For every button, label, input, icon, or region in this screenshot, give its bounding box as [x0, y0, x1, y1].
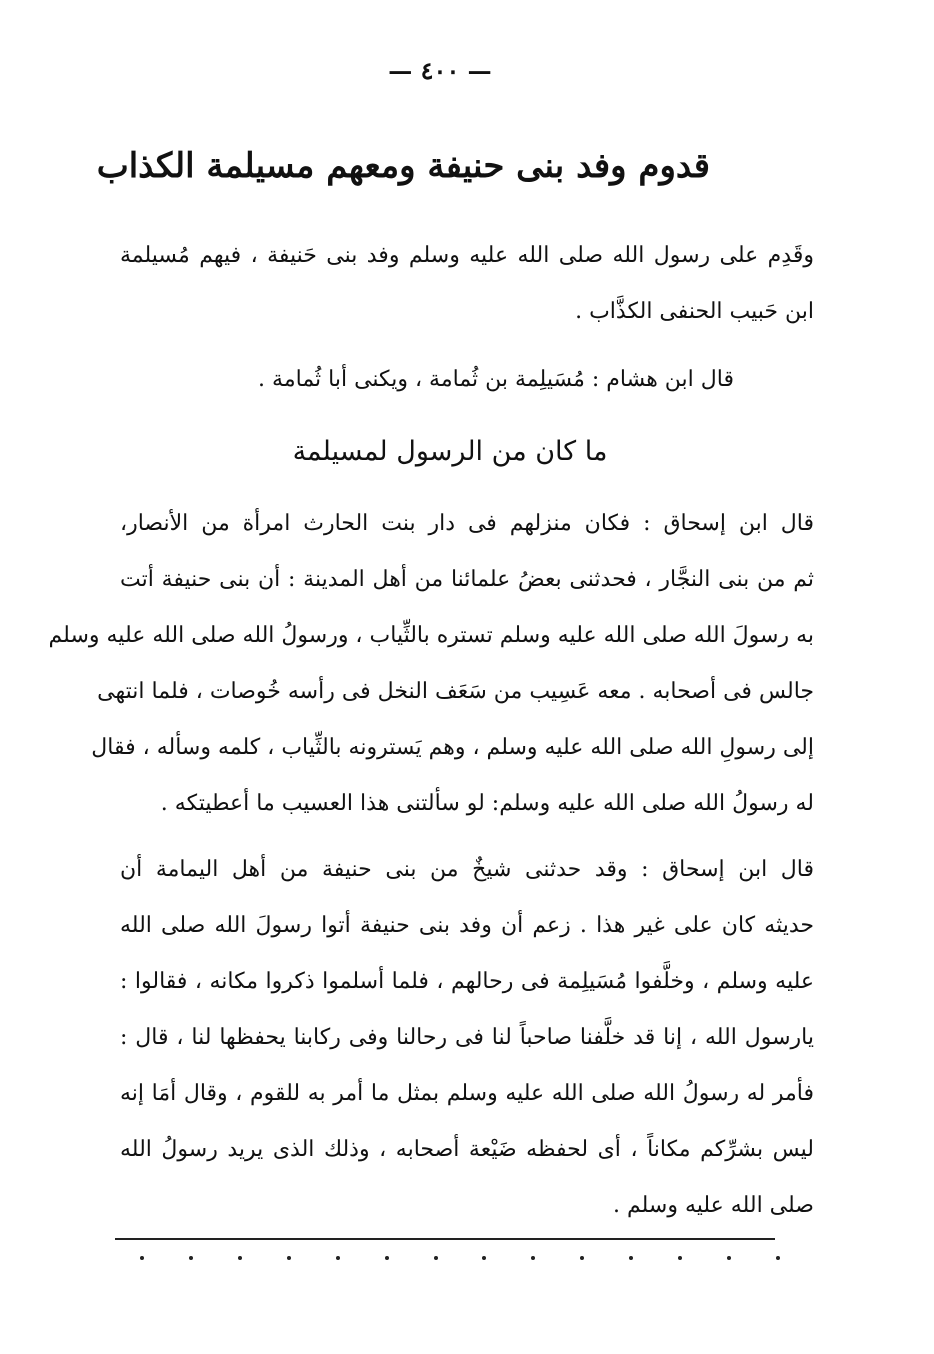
dot-decoration	[189, 1256, 193, 1260]
paragraph2-line-1: قال ابن إسحاق : وقد حدثنى شيخٌ من بنى حنيفة من أهل اليمامة أن	[120, 857, 814, 882]
footnote-rule	[115, 1238, 775, 1240]
paragraph2-line-6: ليس بشرِّكم مكاناً ، أى لحفظه ضَيْعة أصحابه ، وذلك الذى يريد رسولُ الله	[120, 1137, 814, 1162]
dot-decoration	[482, 1256, 486, 1260]
dot-decoration	[140, 1256, 144, 1260]
dot-decoration	[434, 1256, 438, 1260]
paragraph1-line-6: له رسولُ الله صلى الله عليه وسلم: لو سألتنى هذا العسيب ما أعطيتكه .	[160, 791, 814, 816]
paragraph2-line-2: حديثه كان على غير هذا . زعم أن وفد بنى حنيفة أتوا رسولَ الله صلى الله	[120, 913, 814, 938]
dot-decoration	[727, 1256, 731, 1260]
dot-decoration	[531, 1256, 535, 1260]
dot-decoration	[776, 1256, 780, 1260]
dot-decoration	[629, 1256, 633, 1260]
paragraph2-line-4: يارسول الله ، إنا قد خلَّفنا صاحباً لنا فى رحالنا وفى ركابنا يحفظها لنا ، قال :	[120, 1025, 814, 1050]
dot-decoration	[336, 1256, 340, 1260]
paragraph1-line-1: قال ابن إسحاق : فكان منزلهم فى دار بنت الحارث امرأة من الأنصار،	[120, 511, 814, 536]
paragraph2-line-7: صلى الله عليه وسلم .	[613, 1193, 814, 1218]
dot-decoration	[287, 1256, 291, 1260]
footnote-dots	[140, 1256, 780, 1260]
chapter-title: قدوم وفد بنى حنيفة ومعهم مسيلمة الكذاب	[96, 146, 710, 186]
section-subtitle: ما كان من الرسول لمسيلمة	[292, 436, 608, 467]
dot-decoration	[385, 1256, 389, 1260]
paragraph1-line-2: ثم من بنى النجَّار ، فحدثنى بعضُ علمائنا من أهل المدينة : أن بنى حنيفة أتت	[120, 567, 814, 592]
paragraph1-line-5: إلى رسولِ الله صلى الله عليه وسلم ، وهم يَسترونه بالثِّياب ، كلمه وسأله ، فقال	[91, 735, 814, 760]
intro-line-2: ابن حَبيب الحنفى الكذَّاب .	[575, 299, 814, 324]
intro-line-1: وقَدِم على رسول الله صلى الله عليه وسلم وفد بنى حَنيفة ، فيهم مُسيلمة	[120, 243, 814, 268]
dot-decoration	[580, 1256, 584, 1260]
paragraph2-line-5: فأمر له رسولُ الله صلى الله عليه وسلم بمثل ما أمر به للقوم ، وقال أمَا إنه	[120, 1081, 814, 1106]
dot-decoration	[678, 1256, 682, 1260]
dot-decoration	[238, 1256, 242, 1260]
ibn-hisham-note: قال ابن هشام : مُسَيلِمة بن ثُمامة ، ويكنى أبا ثُمامة .	[258, 367, 734, 392]
paragraph2-line-3: عليه وسلم ، وخلَّفوا مُسَيلِمة فى رحالهم ، فلما أسلموا ذكروا مكانه ، فقالوا :	[120, 969, 814, 994]
page-number: — ٤٠٠ —	[388, 56, 492, 85]
paragraph1-line-4: جالس فى أصحابه . معه عَسِيب من سَعَف النخل فى رأسه خُوصات ، فلما انتهى	[97, 679, 814, 704]
paragraph1-line-3: به رسولَ الله صلى الله عليه وسلم تستره بالثِّياب ، ورسولُ الله صلى الله عليه وسلم	[48, 623, 814, 648]
